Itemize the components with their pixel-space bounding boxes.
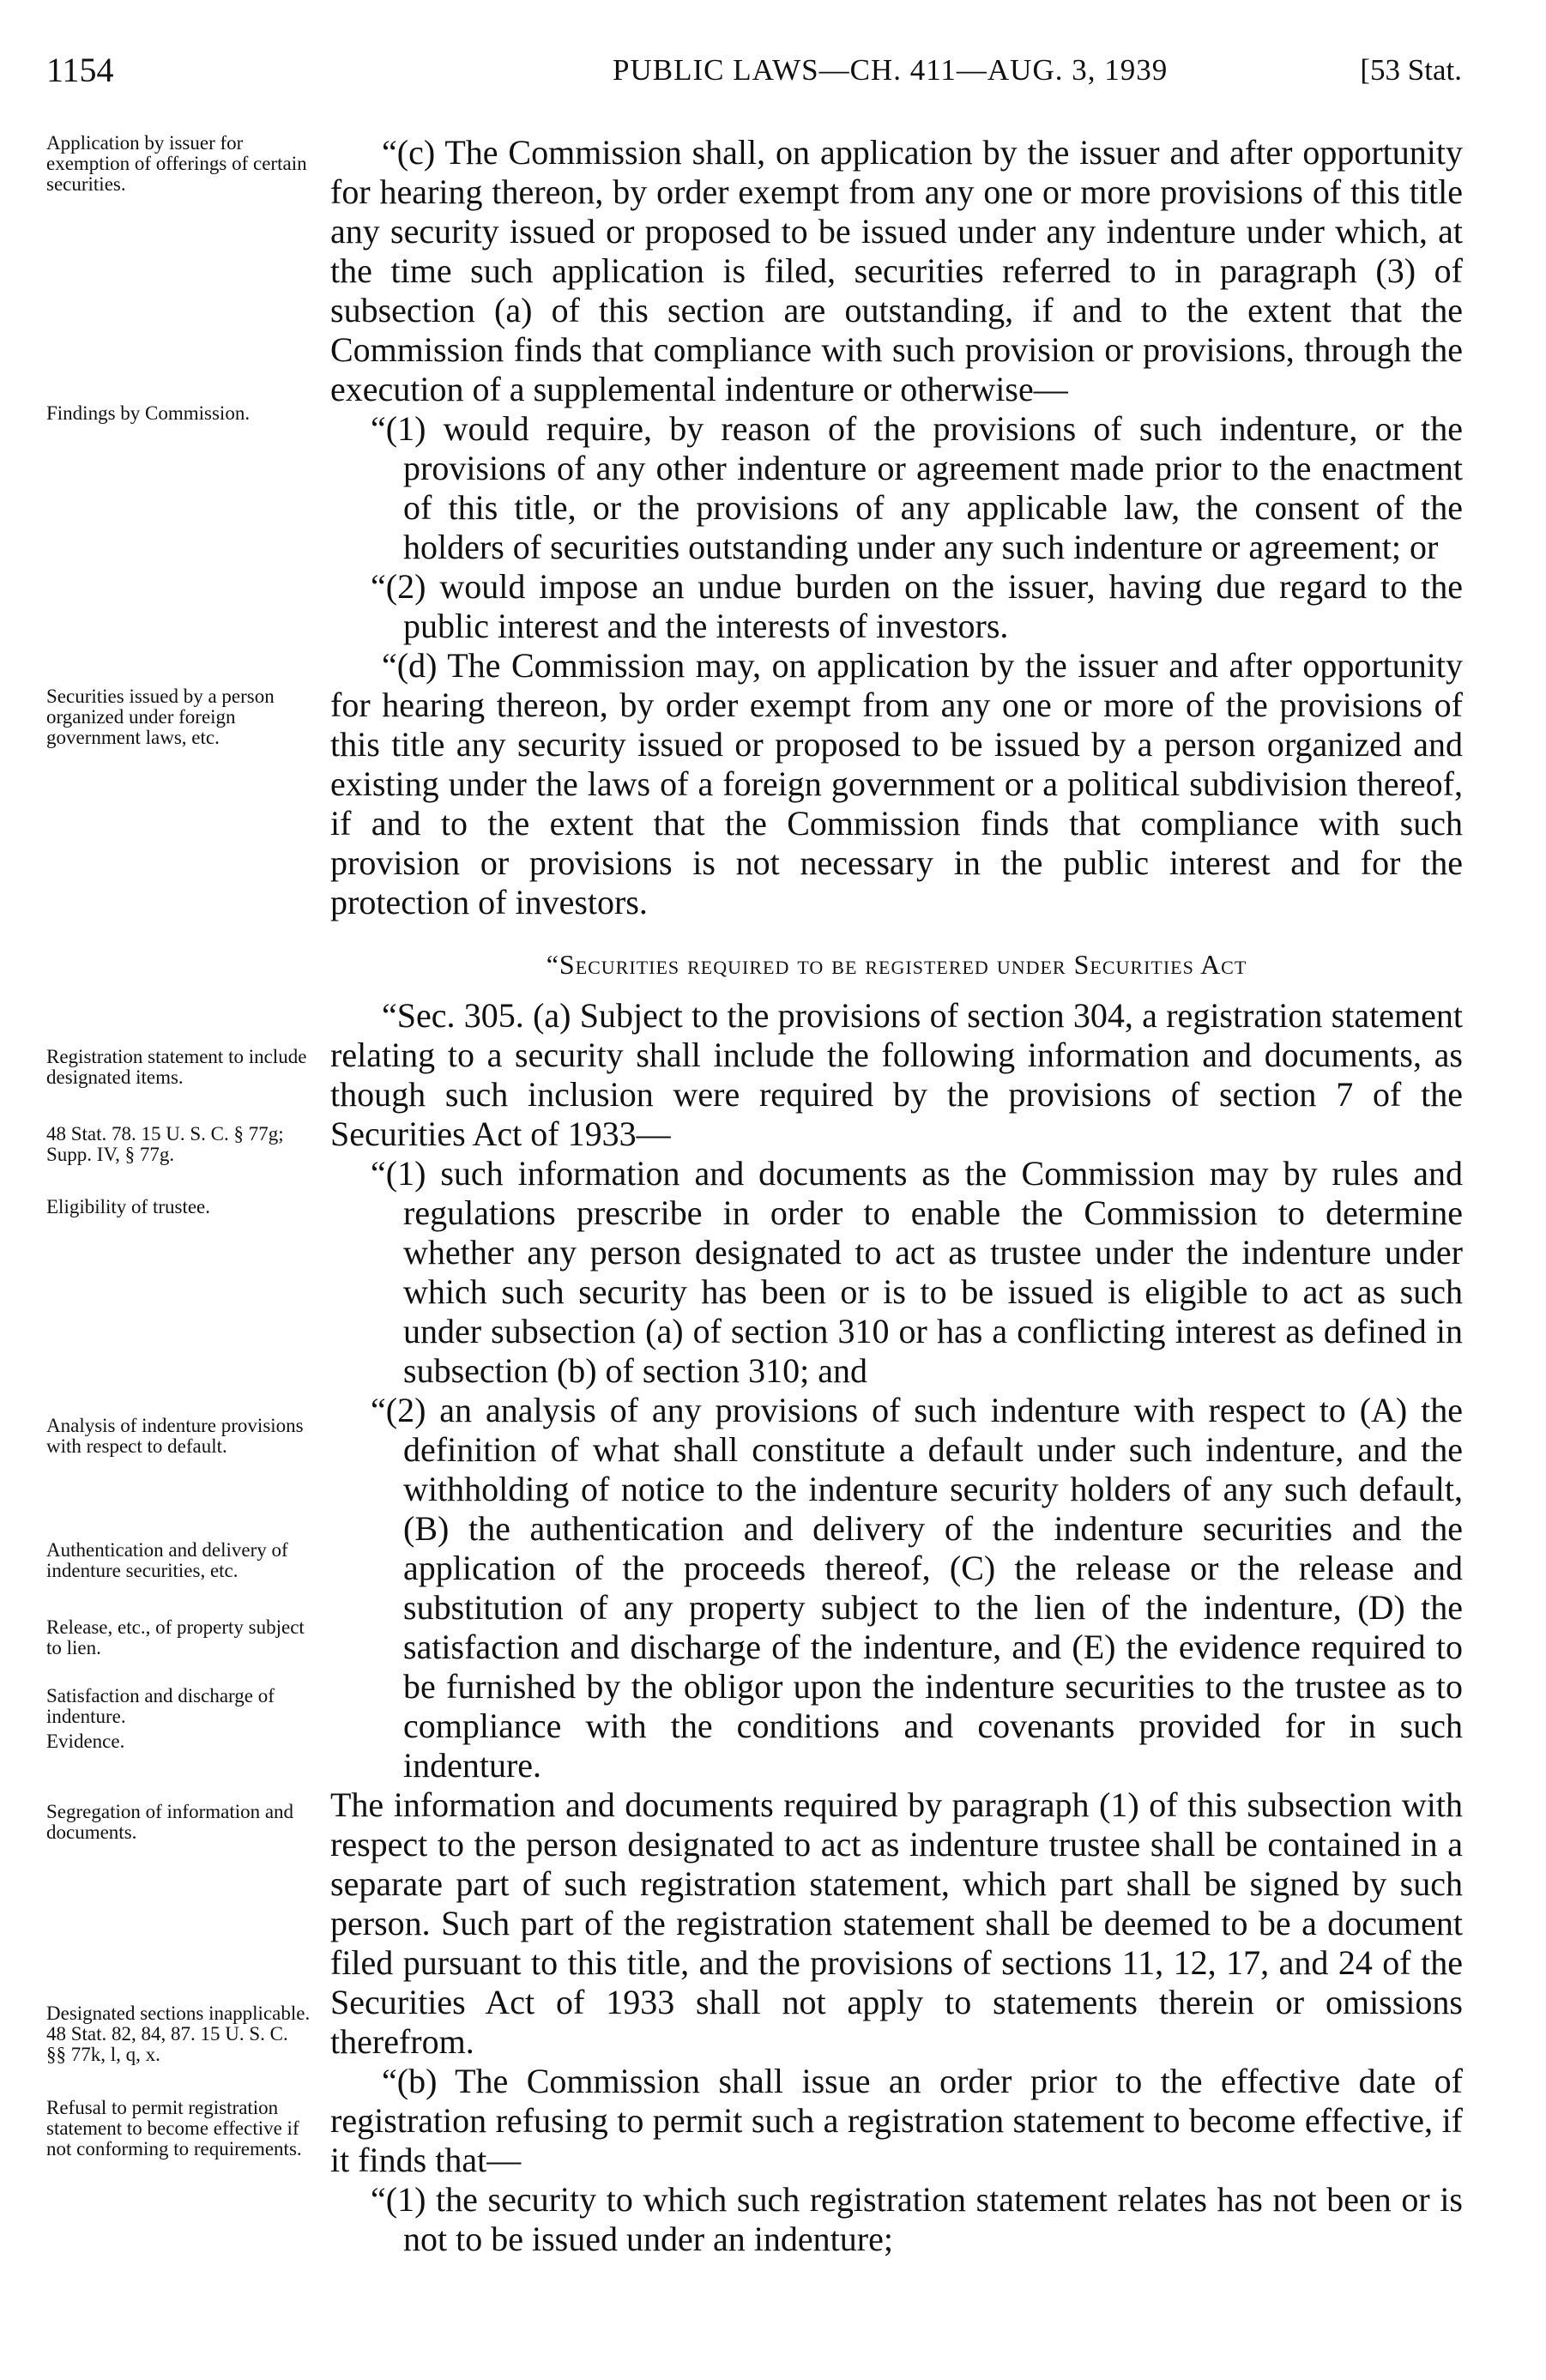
margin-note: Segregation of information and documents. [46,1801,294,1843]
page-number: 1154 [46,51,114,89]
paragraph-info: The information and documents required by paragraph (1) of this subsection with respect to the person designated to act as indenture trustee shall be contained in a separate part of such registration statement, which part shall be signed by such person. Such part of the registration statement shall be deemed to be a document filed pursuant to this title, and the provisions of sections 11, 12, 17, and 24 of the Securities Act of 1933 shall not apply to statements therein or omissions therefrom. [330,1785,1463,2061]
margin-note: Refusal to permit registration statement to become effective if not conforming to requirements. [46,2097,302,2160]
margin-note: Release, etc., of property subject to lien. [46,1616,305,1658]
margin-note: Designated sections inapplicable. 48 Stat. 82, 84, 87. 15 U. S. C. §§ 77k, l, q, x. [46,2002,311,2065]
margin-note: Analysis of indenture provisions with respect to default. [46,1415,304,1457]
margin-note: 48 Stat. 78. 15 U. S. C. § 77g; Supp. IV, § 77g. [46,1123,284,1165]
section-heading: “Securities required to be registered under Securities Act [546,949,1247,980]
margin-note: Authentication and delivery of indenture securities, etc. [46,1539,288,1581]
paragraph-c2: “(2) would impose an undue burden on the issuer, having due regard to the public interest and the interests of investors. [371,567,1463,645]
paragraph-305a: “Sec. 305. (a) Subject to the provisions of section 304, a registration statement relating to a security shall include the following information and documents, as though such inclusion were required by the provisions of section 7 of the Securities Act of 1933— [330,996,1463,1153]
margin-note: Satisfaction and discharge of indenture. [46,1685,275,1727]
margin-note: Evidence. [46,1731,125,1752]
margin-note: Securities issued by a person organized under foreign government laws, etc. [46,686,275,748]
paragraph-305a1: “(1) such information and documents as the Commission may by rules and regulations prescribe in order to enable the Commission to determine whether any person designated to act as trustee under the indenture under which such security has been or is to be issued is eligible to act as such under subsection (a) of section 310 or has a conflicting interest as defined in subsection (b) of section 310; and [371,1154,1463,1390]
margin-note: Eligibility of trustee. [46,1196,210,1217]
paragraph-c1: “(1) would require, by reason of the provisions of such indenture, or the provisions of any other indenture or agreement made prior to the enactment of this title, or the provisions of any applicable law, the consent of the holders of securities outstanding under any such indenture or agreement; or [371,409,1463,566]
margin-note: Application by issuer for exemption of offerings of certain securities. [46,132,307,195]
margin-note: Findings by Commission. [46,402,251,424]
main-text [330,133,1463,2259]
paragraph-d: “(d) The Commission may, on application by the issuer and after opportunity for hearing thereon, by order exempt from any one or more of the provisions of this title any security issued or proposed to be issued by a person organized and existing under the laws of a foreign government or a political subdivision thereof, if and to the extent that the Commission finds that compliance with such provision or provisions is not necessary in the public interest and for the protection of investors. [330,646,1463,921]
paragraph-c: “(c) The Commission shall, on application by the issuer and after opportunity for hearing thereon, by order exempt from any one or more provisions of this title any security issued or proposed to be issued under any indenture under which, at the time such application is filed, securities referred to in paragraph (3) of subsection (a) of this section are outstanding, if and to the extent that the Commission finds that compliance with such provision or provisions, through the execution of a supplemental indenture or otherwise— [330,133,1463,408]
running-head: PUBLIC LAWS—CH. 411—AUG. 3, 1939 [613,53,1169,87]
page-header [46,50,1462,101]
margin-note: Registration statement to include designated items. [46,1046,307,1088]
paragraph-305b: “(b) The Commission shall issue an order prior to the effective date of registration refusing to permit such a registration statement to become effective, if it finds that— [330,2062,1463,2179]
statute-reference: [53 Stat. [1360,53,1462,87]
paragraph-305b1: “(1) the security to which such registration statement relates has not been or is not to be issued under an indenture; [371,2180,1463,2258]
paragraph-305a2: “(2) an analysis of any provisions of such indenture with respect to (A) the definition of what shall constitute a default under such indenture, and the withholding of notice to the indenture security holders of any such default, (B) the authentication and delivery of the indenture securities and the application of the proceeds thereof, (C) the release or the release and substitution of any property subject to the lien of the indenture, (D) the satisfaction and discharge of the indenture, and (E) the evidence required to be furnished by the obligor upon the indenture securities to the trustee as to compliance with the conditions and covenants provided for in such indenture. [371,1391,1463,1785]
